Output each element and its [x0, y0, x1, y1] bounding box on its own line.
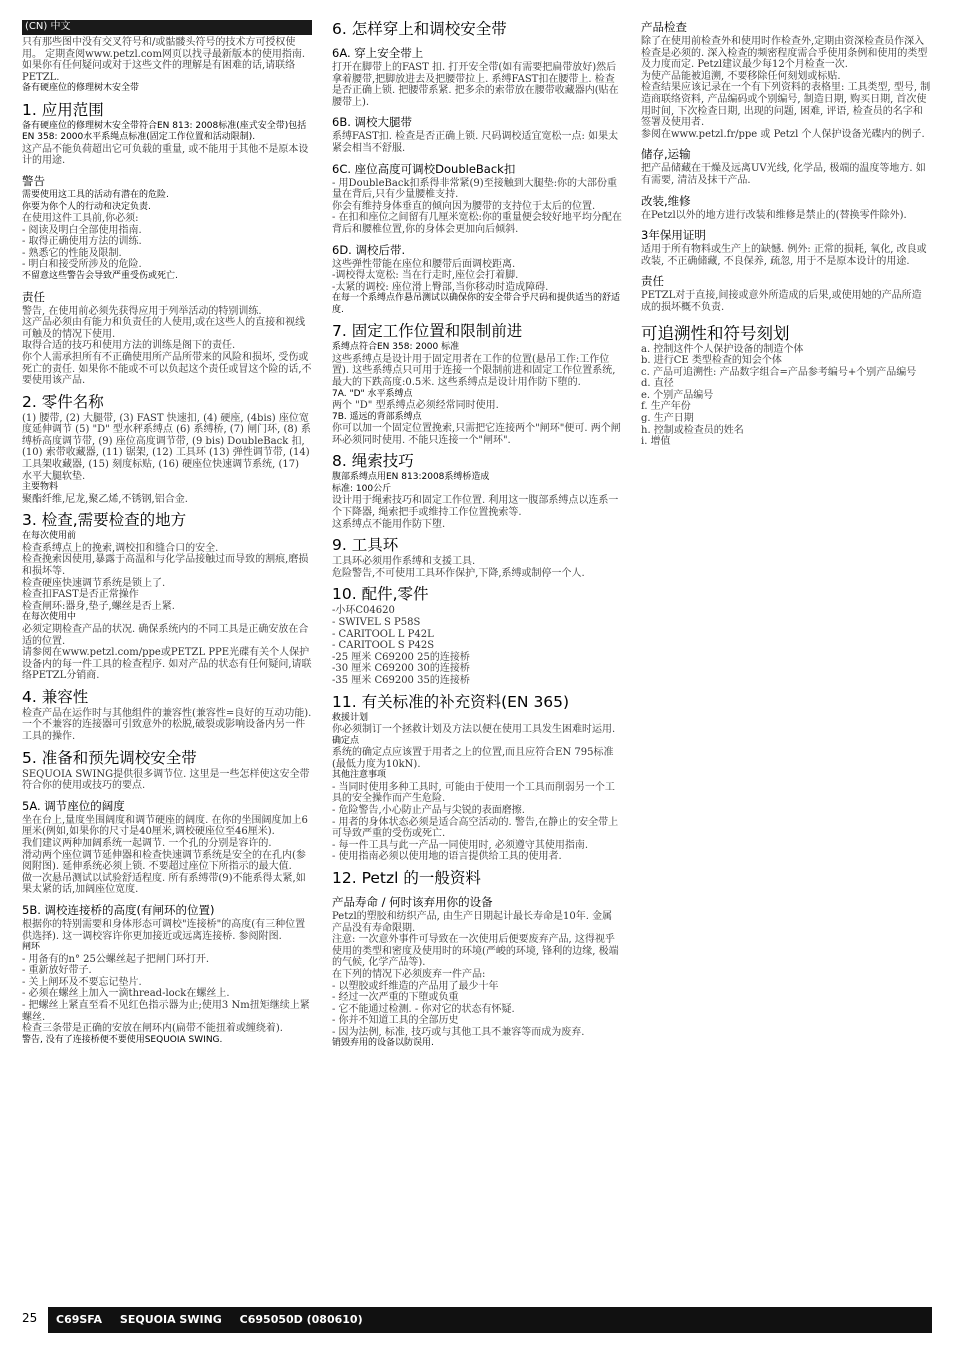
footer [22, 1307, 932, 1333]
section-11-bold-1: 救援计划 [332, 712, 369, 723]
section-6c-title: 6C. 座位高度可调校DoubleBack扣 [332, 161, 516, 176]
section-1-title: 1. 应用范围 [22, 100, 104, 119]
section-6b-text: 系缚FAST扣. 检查是否正确上锁. 尺码调校适宜宽松一点: 如果太紧会相当不舒服. [332, 131, 619, 154]
section-8-bold: 腹部系缚点用EN 813:2008系缚桥造成 标准: 100公斤 [332, 472, 490, 494]
section-7-bold: 系缚点符合EN 358: 2000 标准 [332, 342, 460, 353]
section-2-title: 2. 零件名称 [22, 392, 104, 411]
intro-bold: 备有硬座位的修理树木安全带 [22, 83, 140, 94]
guarantee-text: 适用于所有物料或生产上的缺憾. 例外: 正常的损耗, 氧化, 改良或改装, 不正确储藏, 不良保养, 疏忽, 用于不是原本设计的用途. [641, 244, 927, 267]
column-middle [332, 20, 622, 1050]
section-8-text: 设计用于绳索技巧和固定工作位置. 利用这一腹部系缚点以连系一个下降器, 绳索把手或维持工作位置挽索等. 这系缚点不能用作防下堕. [332, 495, 619, 530]
section-8-title: 8. 绳索技巧 [332, 452, 414, 471]
section-5-text: SEQUOIA SWING提供很多调节位. 这里是一些怎样使这安全带符合你的使用或技巧的要点. [22, 768, 310, 792]
section-4-text: 检查产品在运作时与其他组件的兼容性(兼容性=良好的互动功能). 一个不兼容的连接器可引致意外的松脱,破裂或影响设备内另一件工具的操作. [22, 707, 312, 743]
section-5b-title: 5B. 调校连接桥的高度(有闸环的位置) [22, 903, 215, 917]
section-7-text: 这些系缚点是设计用于固定用者在工作的位置(悬吊工作:工作位置). 这些系缚点只可用于连接一个限制前进和固定工作位置系统,最大的下跌高度:0.5米. 这些系缚点是设计用作防下堕的. [332, 353, 616, 388]
section-6d-title: 6D. 调校后带. [332, 242, 406, 257]
language-tag: (CN) 中文 [22, 20, 312, 35]
section-6a-title: 6A. 穿上安全带上 [332, 46, 424, 60]
warning-bold: 需要使用这工具的活动有潜在的危险. 你要为你个人的行动和决定负责. [22, 190, 169, 212]
section-5-title: 5. 准备和预先调校安全带 [22, 748, 197, 767]
section-2-bold: 主要物料 [22, 482, 59, 493]
section-6b-title: 6B. 调校大腿带 [332, 115, 413, 130]
column-right [641, 20, 931, 448]
section-5b-bold-2: 警告, 没有了连接桥便不要使用SEQUOIA SWING. [22, 1034, 223, 1045]
section-11-title: 11. 有关标准的补充资料(EN 365) [332, 692, 570, 711]
section-5b-text: 根据你的特别需要和身体形态可调校"连接桥"的高度(有三种位置供选择). 这一调校容许你更加接近或远离连接桥. 参阅附图. [22, 919, 306, 942]
guarantee-title: 3年保用证明 [641, 228, 706, 243]
section-7-title: 7. 固定工作位置和限制前进 [332, 322, 523, 341]
column-left [22, 20, 312, 1046]
section-11-text-1: 你必须制订一个拯救计划及方法以便在使用工具发生困难时运用. [332, 724, 616, 735]
warning-bold-2: 不留意这些警告会导致严重受伤或死亡. [22, 271, 178, 282]
storage-text: 把产品储藏在干燥及远离UV光线, 化学品, 极端的温度等地方. 如有需要, 清洁及抹干产品. [641, 163, 926, 186]
section-9-title: 9. 工具环 [332, 536, 399, 555]
modification-title: 改装,维修 [641, 193, 691, 208]
section-2-text: (1) 腰带, (2) 大腿带, (3) FAST 快速扣, (4) 硬座, (4bis) 座位宽度延伸调节 (5) "D" 型水秤系缚点 (6) 系缚桥, (7) 闸门环, (8) 系缚桥高度调节带, (9) 座位高度调节带, (9 bis) DoubleBack 扣, (10) 索带收藏器, (11) 锯架, (12) 工具环 (13) 弹性调节带, (14) 工具架收藏器, (15) 刻度标贴, (16) 硬座位快速调节系统, (17) 水平大腿软垫. [22, 412, 311, 482]
traceability-title: 可追溯性和符号刻划 [641, 323, 790, 343]
warning-text: 在使用这件工具前,你必须: - 阅读及明白全部使用指南. - 取得正确使用方法的训练. - 熟悉它的性能及限制. - 明白和接受所涉及的危险. [22, 213, 142, 271]
footer-bar [48, 1307, 932, 1333]
section-7a-text: 两个 "D" 型系缚点必须经常同时使用. [332, 400, 499, 412]
section-11-text-2: 系统的确定点应该置于用者之上的位置,而且应符合EN 795标准 (最低力度为10kN). [332, 747, 614, 770]
section-10-title: 10. 配件,零件 [332, 585, 429, 604]
section-1-bold: 备有硬座位的修理树木安全带符合EN 813: 2008标准(座式安全带)包括EN 358: 2000水平系绳点标准(固定工作位置和活动限制). [22, 120, 307, 143]
section-6a-text: 打开在脚带上的FAST 扣. 打开安全带(如有需要把扁带放好)然后拿着腰带,把脚放进去及把腰带拉上. 系缚FAST扣在腰带上. 检查是否正确上锁. 把腰带系紧. 把多余的索带放在腰带收藏器内(贴在腰带上). [332, 62, 619, 108]
section-2-text-2: 聚酯纤维,尼龙,聚乙烯,不锈钢,铝合金. [22, 493, 188, 505]
section-12-bold: 销毁弃用的设备以防误用. [332, 1038, 434, 1049]
section-5b-text-2: - 用备有的n° 25公螺丝起子把闸门环打开. - 重新放好带子. - 关上闸环及不要忘记垫片. - 必须在螺丝上加入一滴thread-lock在螺丝上. - 把螺丝上紧直至看不见红色指示器为止;使用3 Nm扭矩继续上紧螺丝. 检查三条带是正确的安放在闸环内(扁带不能扭着或缠绕着). [22, 953, 310, 1035]
section-6d-text: 这些弹性带能在座位和腰带后面调校距离. -调校得太宽松: 当在行走时,座位会打着脚. -太紧的调校: 座位滑上臀部,当你移动时造成障碍. [332, 258, 549, 293]
inspection-text: 除了在使用前检查外和使用时作检查外,定期由资深检查员作深入检查是必须的. 深入检查的频密程度需合乎使用条例和使用的类型及力度而定. Petzl建议最少每12个月检查一次. 为使产品能被追溯, 不要移除任何刻划或标贴. 检查结果应该记录在一个有下列资料的表格里: 工具类型, 型号, 制造商联络资料, 产品编码或个别编号, 制造日期, 购买日期, 首次使用时间, 下次检查日期, 出现的问题, 困难, 评语, 检查员的名字和签署及使用者. 参阅在www.petzl.fr/ppe 或 Petzl 个人保护设备光碟内的例子. [641, 36, 931, 140]
section-12-subtitle: 产品寿命 / 何时该弃用你的设备 [332, 894, 493, 909]
warning-title: 警告 [22, 174, 45, 189]
section-3-bold-2: 在每次使用中 [22, 612, 77, 623]
footer-code: C695050D (080610) [239, 1313, 363, 1326]
modification-text: 在Petzl以外的地方进行改装和维修是禁止的(替换零件除外). [641, 209, 907, 221]
section-11-text-3: - 当同时使用多种工具时, 可能由于使用一个工具而削弱另一个工具的安全操作而产生危险. - 危险警告,小心防止产品与尖锐的表面磨擦. - 用者的身体状态必须是适合高空活动的. 警告,在静止的安全带上可导致严重的受伤或死亡. - 每一件工具与此一产品一同使用时, 必须遵守其使用指南. - 使用指南必须以使用地的语言提供给工具的使用者. [332, 781, 619, 863]
footer-product: SEQUOIA SWING [119, 1313, 222, 1326]
section-6c-text: - 用DoubleBack扣系得非常紧(9)至接触到大腿垫:你的大部份重量在背后,只有少量腰椎支持. 你会有维持身体垂直的倾向因为腰带的支持位于太后的位置. - 在扣和座位之间留有几厘米宽松:你的重量便会较好地平均分配在背后和腰椎位置,你的身体会更加向后倾斜. [332, 177, 622, 235]
liability-title: 责任 [641, 274, 664, 289]
section-10-text: -小环C04620 - SWIVEL S P58S - CARITOOL L P42L - CARITOOL S P42S -25 厘米 C69200 25的连接桥 -30 厘米 C69200 30的连接桥 -35 厘米 C69200 35的连接桥 [332, 605, 470, 686]
section-6d-bold: 在每一个系缚点作悬吊测试以确保你的安全带合乎尺码和提供适当的舒适度. [332, 293, 621, 315]
section-4-title: 4. 兼容性 [22, 687, 89, 706]
section-3-text-2: 必须定期检查产品的状况. 确保系统内的不同工具是正确安放在合适的位置. 请参阅在www.petzl.com/ppe或PETZL PPE光碟有关个人保护设备内的每一件工具的检查程序. 如对产品的状态有任何疑问,请联络PETZL分销商. [22, 623, 312, 682]
section-1-text: 这产品不能负荷超出它可负载的重量, 或不能用于其他不是原本设计的用途. [22, 143, 309, 167]
footer-model: C69SFA [56, 1313, 103, 1326]
section-12-title: 12. Petzl 的一般资料 [332, 868, 481, 887]
section-11-bold-3: 其他注意事项 [332, 770, 387, 781]
section-7b-text: 你可以加一个固定位置挽索,只需把它连接两个"闸环"便可. 两个闸环必须同时使用. 不能只连接一个"闸环". [332, 423, 621, 446]
section-5a-text: 坐在台上,量度坐围阔度和调节硬座的阔度. 在你的坐围阔度加上6厘米(例如,如果你的尺寸是40厘米,调校硬座位至46厘米). 我们建议两种加阔系统一起调节. 一个孔的分别是容许的. 滑动两个座位调节延伸器和检查快速调节系统是安全的在孔内(参阅附图). 延伸系统必须上锁. 不要超过座位下所指示的最大值. 做一次悬吊测试以试验舒适程度. 所有系缚带(9)不能系得太紧,如果太紧的话,加阔座位宽度. [22, 814, 308, 896]
section-6-title: 6. 怎样穿上和调校安全带 [332, 20, 507, 38]
section-3-title: 3. 检查,需要检查的地方 [22, 511, 187, 530]
section-9-text: 工具环必须用作系缚和支援工具. 危险警告,不可使用工具环作保护,下降,系缚或制停一个人. [332, 556, 585, 579]
intro-text: 只有那些图中没有交叉符号和/或骷髅头符号的技术方可授权使用。 定期查阅www.petzl.com网页以找寻最新版本的使用指南. 如果你有任何疑问或对于这些文件的理解是有困难的话,请联络PETZL. [22, 37, 306, 83]
liability-text: PETZL对于直接,间接或意外所造成的后果,或使用她的产品所造成的损坏概不负责. [641, 290, 922, 313]
traceability-text: a. 控制这件个人保护设备的制造个体 b. 进行CE 类型检查的知会个体 c. 产品可追溯性: 产品数字组合=产品参考编号+个别产品编号 d. 直径 e. 个别产品编号 f. 生产年份 g. 生产日期 h. 控制或检查员的姓名 i. 增值 [641, 343, 917, 448]
section-5b-bold: 闸环 [22, 942, 41, 953]
section-3-text-1: 检查系缚点上的挽索,调校扣和缝合口的安全. 检查挽索因使用,暴露于高温和与化学品接触过而导致的割痕,磨损和损坏等. 检查硬座快速调节系统是锁上了. 检查扣FAST是否正常操作 检查闸环:器身,垫子,螺丝是否上紧. [22, 542, 309, 612]
storage-title: 储存,运输 [641, 147, 691, 162]
responsibility-text: 警告, 在使用前必须先获得应用于列举活动的特别训练. 这产品必须由有能力和负责任的人使用,或在这些人的直接和视线可触及的情况下使用. 取得合适的技巧和使用方法的训练是阁下的责任. 你个人需承担所有不正确使用所产品所带来的风险和损坏, 受伤或死亡的责任. 如果你不能或不可以负起这个责任或冒这个险的话,不要使用该产品. [22, 305, 312, 387]
section-5a-title: 5A. 调节座位的阔度 [22, 798, 125, 813]
section-3-bold-1: 在每次使用前 [22, 531, 77, 542]
section-11-bold-2: 确定点 [332, 735, 360, 746]
section-12-text: Petzl的塑胶和纺织产品, 由生产日期起计最长寿命是10年. 金属产品没有寿命限期. 注意: 一次意外事件可导致在一次使用后便要废弃产品, 这得视乎使用的类型和密度及使用时的环境(严峻的环境, 锋利的边缘, 极端的气候, 化学产品等). 在下列的情况下必须废弃一件产品: - 以塑胶或纤维造的产品用了最少十年 - 经过一次严重的下堕或负重 - 它不能通过检测. - 你对它的状态有怀疑. - 你并不知道工具的全部历史 - 因为法例, 标准, 技巧或与其他工具不兼容等而成为废弃. [332, 910, 619, 1038]
section-7a-title: 7A. "D" 水平系缚点 [332, 388, 413, 399]
page-number: 25 [22, 1311, 38, 1325]
inspection-title: 产品检查 [641, 20, 687, 34]
responsibility-title: 责任 [22, 289, 45, 304]
section-7b-title: 7B. 遥远的背部系缚点 [332, 411, 422, 422]
